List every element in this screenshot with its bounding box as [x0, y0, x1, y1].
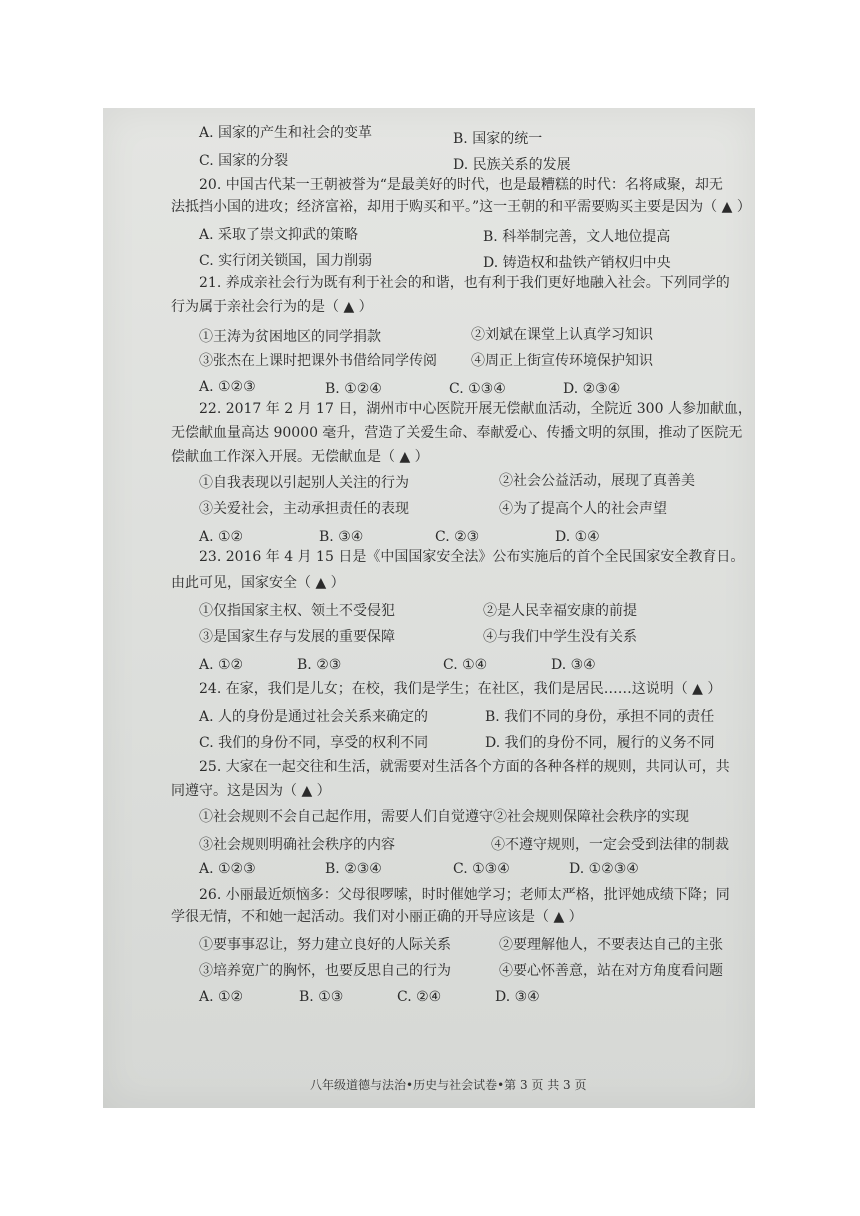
- q25-option-d: D. ①②③④: [569, 861, 639, 877]
- q23-option-d: D. ③④: [551, 657, 596, 673]
- q22-stem-line2: 无偿献血量高达 90000 毫升，营造了关爱生命、奉献爱心、传播文明的氛围，推动了医院无: [171, 425, 743, 441]
- q24-option-d: D. 我们的身份不同，履行的义务不同: [485, 735, 715, 751]
- q25-stem-line2: 同遵守。这是因为（ ▲ ）: [171, 783, 331, 799]
- q23-statement-1: ①仅指国家主权、领土不受侵犯: [199, 603, 395, 619]
- q20-stem-line1: 20. 中国古代某一王朝被誉为“是最美好的时代，也是最糟糕的时代：名将咸聚，却无: [199, 177, 723, 193]
- q20-option-b: B. 科举制完善，文人地位提高: [483, 229, 671, 245]
- q26-option-b: B. ①③: [299, 989, 344, 1005]
- q26-option-c: C. ②④: [397, 989, 442, 1005]
- q21-option-a: A. ①②③: [199, 379, 256, 395]
- q23-stem-line2: 由此可见，国家安全（ ▲ ）: [171, 575, 345, 591]
- q25-statement-4: ④不遵守规则，一定会受到法律的制裁: [491, 837, 729, 853]
- q21-statement-3: ③张杰在上课时把课外书借给同学传阅: [199, 353, 437, 369]
- q19-option-a: A. 国家的产生和社会的变革: [199, 125, 373, 141]
- q21-statement-2: ②刘斌在课堂上认真学习知识: [471, 327, 653, 343]
- q26-statement-1: ①要事事忍让，努力建立良好的人际关系: [199, 937, 451, 953]
- q22-option-d: D. ①④: [555, 529, 600, 545]
- q24-option-c: C. 我们的身份不同，享受的权利不同: [199, 735, 429, 751]
- q23-option-b: B. ②③: [297, 657, 342, 673]
- q21-stem-line2: 行为属于亲社会行为的是（ ▲ ）: [171, 299, 373, 315]
- q25-option-c: C. ①③④: [453, 861, 510, 877]
- q25-statement-3: ③社会规则明确社会秩序的内容: [199, 837, 395, 853]
- q25-stem-line1: 25. 大家在一起交往和生活，就需要对生活各个方面的各种各样的规则，共同认可，共: [199, 759, 730, 775]
- q20-stem-line2: 法抵挡小国的进攻；经济富裕，却用于购买和平。”这一王朝的和平需要购买主要是因为（ ▲ ）: [171, 199, 751, 215]
- q20-option-a: A. 采取了崇文抑武的策略: [199, 227, 359, 243]
- q23-stem-line1: 23. 2016 年 4 月 15 日是《中国国家安全法》公布实施后的首个全民国家安全教育日。: [199, 549, 745, 565]
- q19-option-c: C. 国家的分裂: [199, 153, 289, 169]
- page-footer: 八年级道德与法治•历史与社会试卷•第 3 页 共 3 页: [310, 1078, 587, 1092]
- q21-option-b: B. ①②④: [325, 381, 382, 397]
- q19-option-d: D. 民族关系的发展: [453, 157, 571, 173]
- q22-statement-4: ④为了提高个人的社会声望: [499, 501, 667, 517]
- q21-stem-line1: 21. 养成亲社会行为既有利于社会的和谐，也有利于我们更好地融入社会。下列同学的: [199, 275, 730, 291]
- q21-option-d: D. ②③④: [563, 381, 621, 397]
- q20-option-d: D. 铸造权和盐铁产销权归中央: [483, 255, 671, 271]
- q22-option-b: B. ③④: [319, 529, 364, 545]
- q22-statement-2: ②社会公益活动，展现了真善美: [499, 473, 695, 489]
- q22-option-c: C. ②③: [435, 529, 480, 545]
- q23-statement-3: ③是国家生存与发展的重要保障: [199, 629, 395, 645]
- q23-option-a: A. ①②: [199, 657, 244, 673]
- q25-option-b: B. ②③④: [325, 861, 382, 877]
- q22-stem-line1: 22. 2017 年 2 月 17 日，湖州市中心医院开展无偿献血活动，全院近 300 人参加献血，: [199, 401, 752, 417]
- q21-option-c: C. ①③④: [449, 381, 506, 397]
- q22-stem-line3: 偿献血工作深入开展。无偿献血是（ ▲ ）: [171, 449, 429, 465]
- q23-statement-2: ②是人民幸福安康的前提: [483, 603, 637, 619]
- q24-option-b: B. 我们不同的身份，承担不同的责任: [485, 709, 715, 725]
- q26-statement-3: ③培养宽广的胸怀，也要反思自己的行为: [199, 963, 451, 979]
- q22-option-a: A. ①②: [199, 529, 244, 545]
- q24-stem-line1: 24. 在家，我们是儿女；在校，我们是学生；在社区，我们是居民……这说明（ ▲ ）: [199, 681, 722, 697]
- q19-option-b: B. 国家的统一: [453, 131, 543, 147]
- q22-statement-3: ③关爱社会，主动承担责任的表现: [199, 501, 409, 517]
- q26-statement-2: ②要理解他人，不要表达自己的主张: [499, 937, 723, 953]
- q26-option-d: D. ③④: [495, 989, 540, 1005]
- q21-statement-4: ④周正上街宣传环境保护知识: [471, 353, 653, 369]
- q26-stem-line2: 学很无情，不和她一起活动。我们对小丽正确的开导应该是（ ▲ ）: [171, 909, 583, 925]
- q26-option-a: A. ①②: [199, 989, 244, 1005]
- q20-option-c: C. 实行闭关锁国，国力削弱: [199, 253, 373, 269]
- q22-statement-1: ①自我表现以引起别人关注的行为: [199, 475, 409, 491]
- q25-statement-1-2: ①社会规则不会自己起作用，需要人们自觉遵守②社会规则保障社会秩序的实现: [199, 809, 689, 825]
- q23-statement-4: ④与我们中学生没有关系: [483, 629, 637, 645]
- exam-page: [103, 108, 755, 1108]
- q26-statement-4: ④要心怀善意，站在对方角度看问题: [499, 963, 723, 979]
- q25-option-a: A. ①②③: [199, 861, 256, 877]
- q24-option-a: A. 人的身份是通过社会关系来确定的: [199, 709, 429, 725]
- q21-statement-1: ①王涛为贫困地区的同学捐款: [199, 329, 381, 345]
- q23-option-c: C. ①④: [443, 657, 488, 673]
- q26-stem-line1: 26. 小丽最近烦恼多：父母很啰嗦，时时催她学习；老师太严格，批评她成绩下降；同: [199, 887, 730, 903]
